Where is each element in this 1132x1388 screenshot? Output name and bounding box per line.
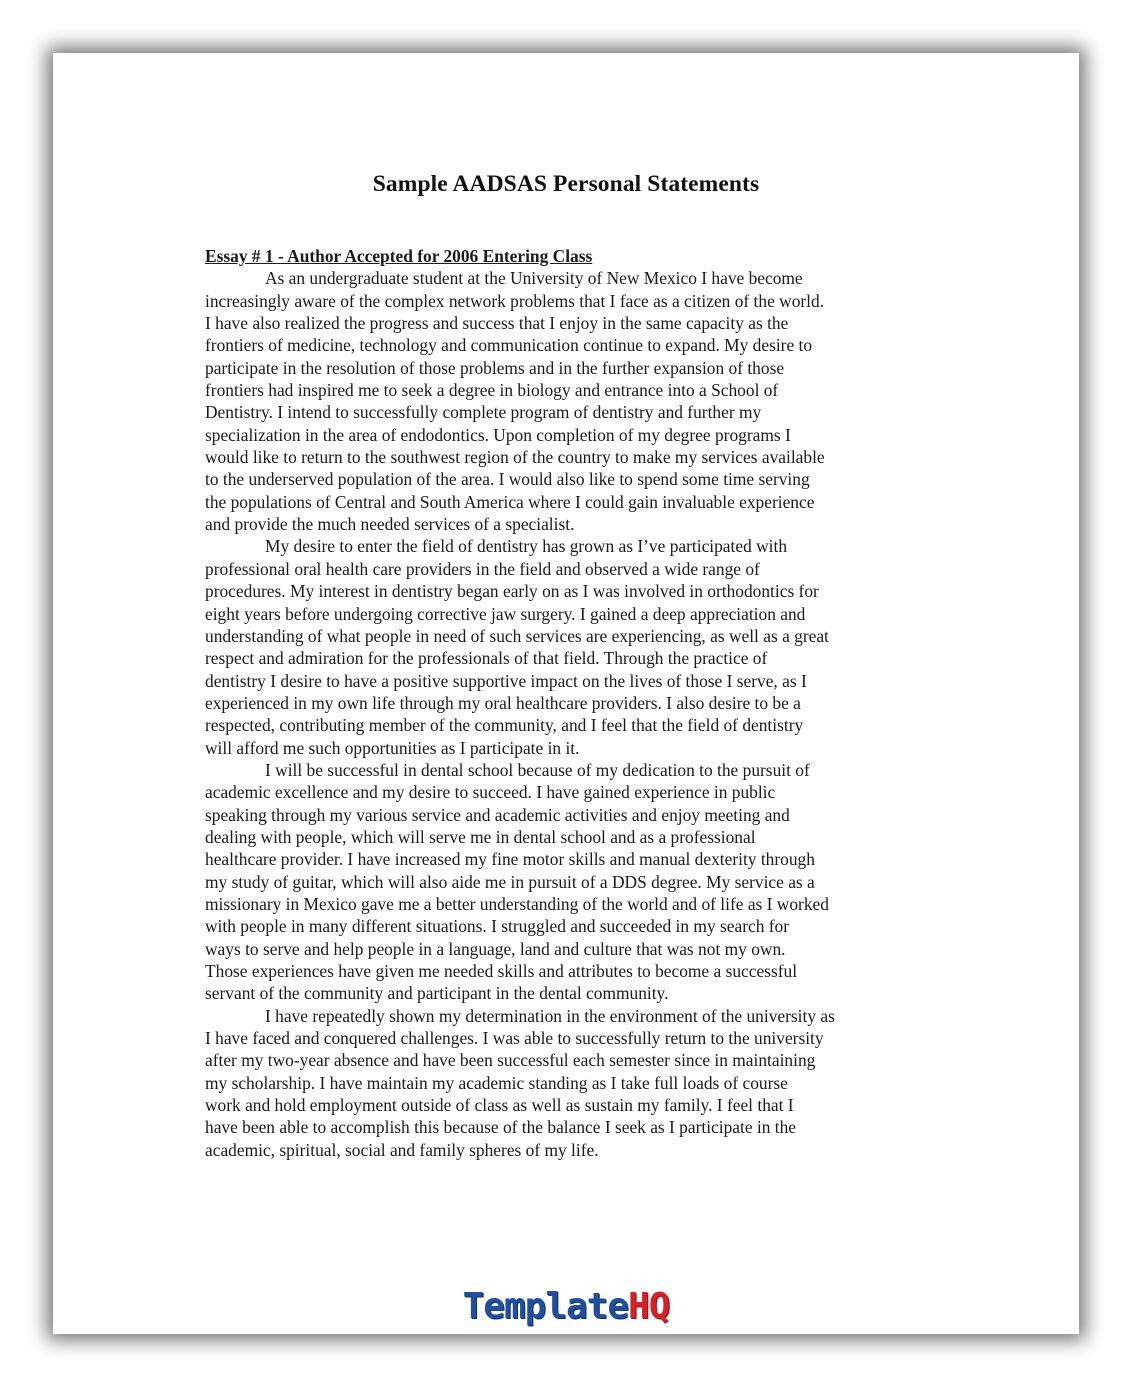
document-page (53, 53, 1079, 1334)
logo-text-hq: HQ (628, 1286, 670, 1327)
paragraph-2: My desire to enter the field of dentistry has grown as I’ve participated with professional oral health care providers in the field and observed a wide range of procedures. My interest in dentistry began early on as I was involved in orthodontics for eight years before undergoing corrective jaw surgery. I gained a deep appreciation and understanding of what people in need of such services are experiencing, as well as a great respect and admiration for the professionals of that field. Through the practice of dentistry I desire to have a positive supportive impact on the lives of those I serve, as I experienced in my own life through my oral healthcare providers. I also desire to be a respected, contributing member of the community, and I feel that the field of dentistry will afford me such opportunities as I participate in it. (205, 536, 829, 758)
logo-text-template: Template (462, 1286, 629, 1327)
essay-body (205, 245, 935, 1161)
essay-heading: Essay # 1 - Author Accepted for 2006 Entering Class (205, 246, 593, 266)
paragraph-4: I have repeatedly shown my determination in the environment of the university as I have faced and conquered challenges. I was able to successfully return to the university after my two-year absence and have been successful each semester since in maintaining my scholarship. I have maintain my academic standing as I take full loads of course work and hold employment outside of class as well as sustain my family. I feel that I have been able to accomplish this because of the balance I seek as I participate in the academic, spiritual, social and family spheres of my life. (205, 1005, 835, 1160)
page-title: Sample AADSAS Personal Statements (372, 171, 760, 197)
templatehq-watermark-logo (53, 1285, 1079, 1329)
paragraph-1: As an undergraduate student at the University of New Mexico I have become increasingly aware of the complex network problems that I face as a citizen of the world. I have also realized the progress and success that I enjoy in the same capacity as the frontiers of medicine, technology and communication continue to expand. My desire to participate in the resolution of those problems and in the further expansion of those frontiers had inspired me to seek a degree in biology and entrance into a School of Dentistry. I intend to successfully complete program of dentistry and further my specialization in the area of endodontics. Upon completion of my degree programs I would like to return to the southwest region of the country to make my services available to the underserved population of the area. I would also like to spend some time serving the populations of Central and South America where I could gain invaluable experience and provide the much needed services of a specialist. (205, 268, 825, 535)
paragraph-3: I will be successful in dental school because of my dedication to the pursuit of academic excellence and my desire to succeed. I have gained experience in public speaking through my various service and academic activities and enjoy meeting and dealing with people, which will serve me in dental school and as a professional healthcare provider. I have increased my fine motor skills and manual dexterity through my study of guitar, which will also aide me in pursuit of a DDS degree. My service as a missionary in Mexico gave me a better understanding of the world and of life as I worked with people in many different situations. I struggled and succeeded in my search for ways to serve and help people in a language, land and culture that was not my own. Those experiences have given me needed skills and attributes to become a successful servant of the community and participant in the dental community. (205, 759, 829, 1004)
